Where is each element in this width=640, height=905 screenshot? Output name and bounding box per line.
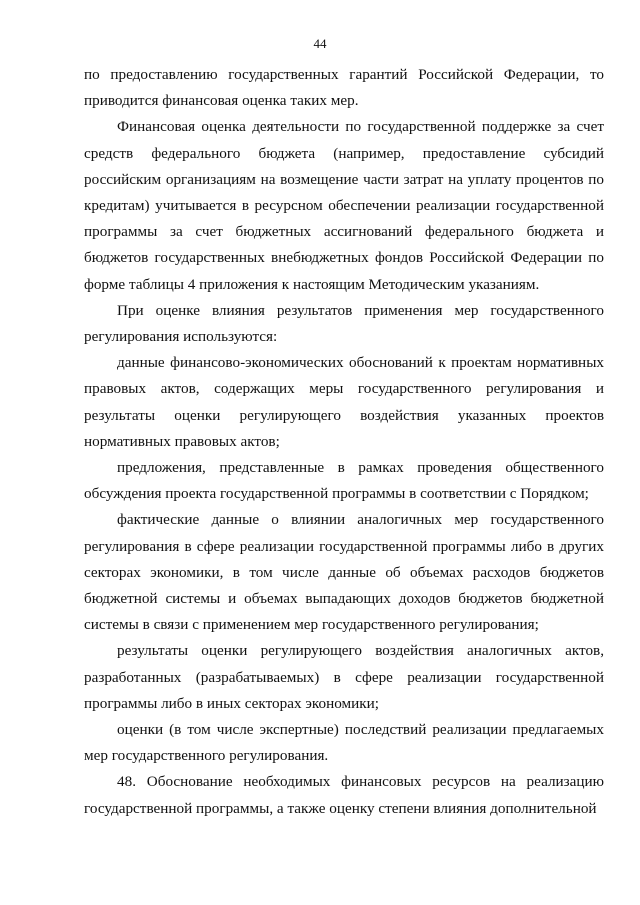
page-number: 44 [313, 36, 327, 51]
paragraph-8: оценки (в том числе экспертные) последствий реализации предлагаемых мер государственного регулирования. [84, 721, 604, 765]
paragraph-5: предложения, представленные в рамках проведения общественного обсуждения проекта государственной программы в соответствии с Порядком; [84, 459, 604, 503]
paragraph-9: 48. Обоснование необходимых финансовых ресурсов на реализацию государственной программы, а также оценку степени влияния дополнительной [84, 773, 604, 817]
paragraph-2: Финансовая оценка деятельности по государственной поддержке за счет средств федерального бюджета (например, предоставление субсидий российским организациям на возмещение части затрат на уплату процентов по кредитам) учитывается в ресурсном обеспечении реализации государственной программы за счет бюджетных ассигнований федерального бюджета и бюджетов государственных внебюджетных фондов Российской Федерации по форме таблицы 4 приложения к настоящим Методическим указаниям. [84, 118, 604, 293]
paragraph-6: фактические данные о влиянии аналогичных мер государственного регулирования в сфере реализации государственной программы либо в других секторах экономики, в том числе данные об объемах расходов бюджетов бюджетной системы и объемах выпадающих доходов бюджетов бюджетной системы в связи с применением мер государственного регулирования; [84, 511, 604, 634]
paragraph-4: данные финансово-экономических обоснований к проектам нормативных правовых актов, содержащих меры государственного регулирования и результаты оценки регулирующего воздействия указанных проектов нормативных правовых актов; [84, 354, 604, 450]
paragraph-1: по предоставлению государственных гарантий Российской Федерации, то приводится финансовая оценка таких мер. [84, 66, 604, 110]
paragraph-7: результаты оценки регулирующего воздействия аналогичных актов, разработанных (разрабатываемых) в сфере реализации государственной программы либо в иных секторах экономики; [84, 642, 604, 712]
paragraph-3: При оценке влияния результатов применения мер государственного регулирования используются: [84, 301, 604, 346]
document-body [84, 62, 604, 822]
